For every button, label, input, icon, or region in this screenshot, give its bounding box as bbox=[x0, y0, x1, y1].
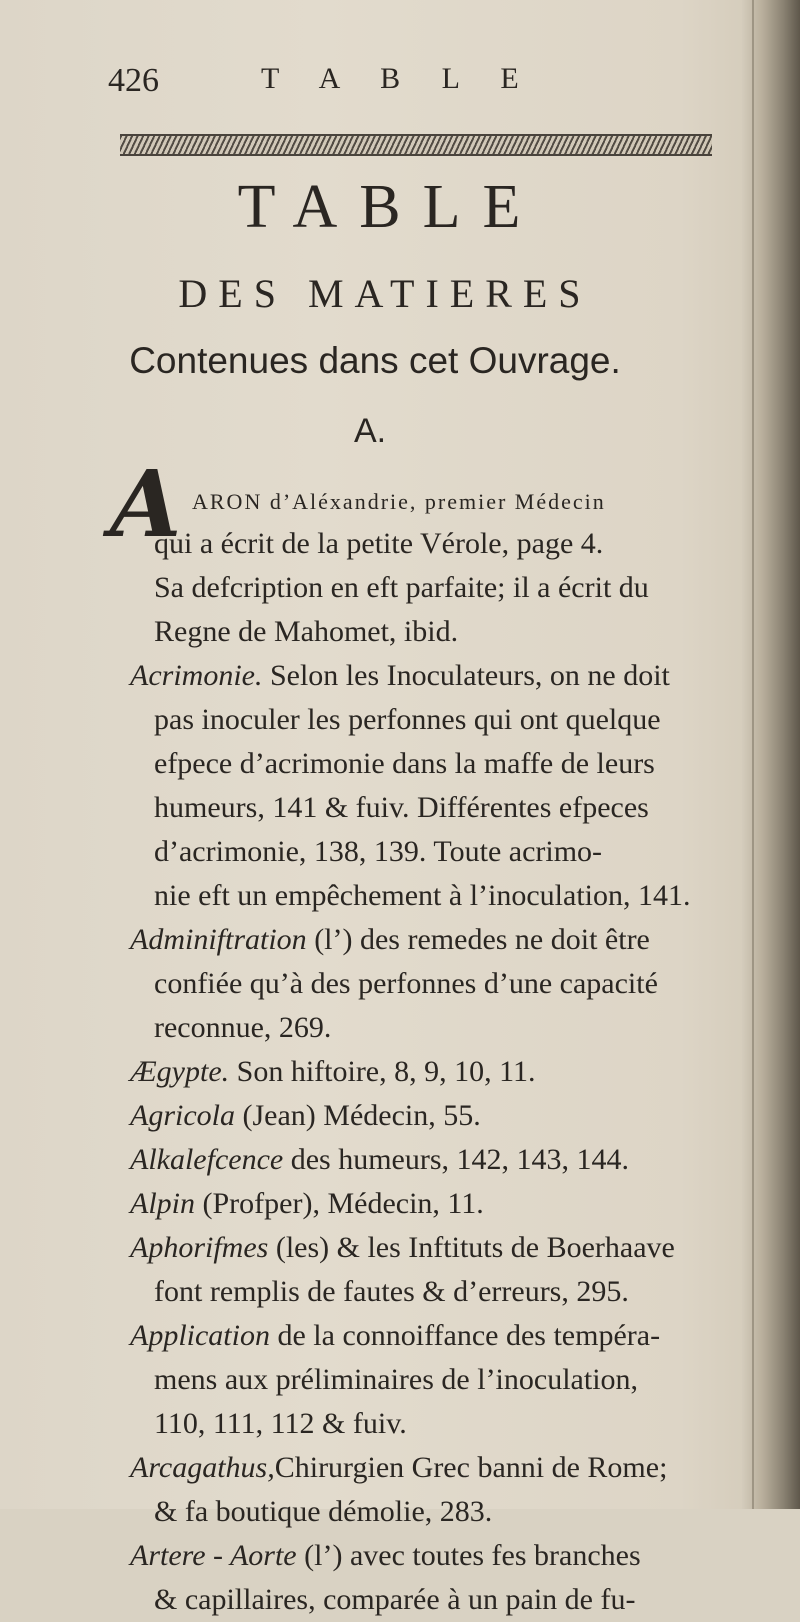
entry-line: mens aux préliminaires de l’inoculation, bbox=[154, 1363, 639, 1396]
entry-line bbox=[130, 1446, 770, 1490]
entry-line: font remplis de fautes & d’erreurs, 295. bbox=[154, 1275, 629, 1308]
contents-line: Contenues dans cet Ouvrage. bbox=[129, 340, 621, 381]
entry-headword: Application bbox=[130, 1319, 270, 1352]
running-title: T A B L E bbox=[261, 62, 536, 95]
entry-line: 110, 111, 112 & fuiv. bbox=[154, 1407, 407, 1440]
entry-headword: Agricola bbox=[130, 1099, 235, 1132]
entry-text: (les) & les Inftituts de Boerhaave bbox=[268, 1231, 675, 1264]
page-title: TABLE bbox=[237, 173, 543, 241]
entry-headword: Adminiftration bbox=[130, 923, 307, 956]
entry-line: humeurs, 141 & fuiv. Différentes efpeces bbox=[154, 791, 649, 824]
index-entry-aphorismes bbox=[130, 1226, 770, 1314]
entry-line bbox=[130, 918, 770, 962]
ornamental-rule bbox=[120, 134, 712, 156]
entry-text: (l’) des remedes ne doit être bbox=[306, 923, 650, 956]
index-entries bbox=[110, 450, 770, 1622]
entry-line bbox=[130, 1314, 770, 1358]
entry-text: Son hiftoire, 8, 9, 10, 11. bbox=[229, 1055, 536, 1088]
entry-line: efpece d’acrimonie dans la maffe de leurs bbox=[154, 747, 655, 780]
page-subtitle: DES MATIERES bbox=[178, 271, 592, 316]
entry-text: (l’) avec toutes fes branches bbox=[296, 1539, 641, 1572]
entry-line bbox=[130, 1138, 770, 1182]
entry-line bbox=[130, 654, 770, 698]
entry-text: ARON d’Aléxandrie, premier Médecin bbox=[192, 489, 606, 514]
entry-headword: Artere - Aorte bbox=[130, 1539, 297, 1572]
entry-headword: Ægypte. bbox=[130, 1055, 230, 1088]
entry-line: pas inoculer les perfonnes qui ont quelque bbox=[154, 703, 661, 736]
entry-headword: Alkalefcence bbox=[130, 1143, 284, 1176]
entry-text: (Profper), Médecin, 11. bbox=[195, 1187, 484, 1220]
entry-text: (Jean) Médecin, 55. bbox=[235, 1099, 481, 1132]
index-entry-aegypte bbox=[130, 1050, 770, 1094]
entry-line: qui a écrit de la petite Vérole, page 4. bbox=[154, 527, 604, 560]
entry-line bbox=[130, 1182, 770, 1226]
entry-line: Regne de Mahomet, ibid. bbox=[154, 615, 459, 648]
index-entry-administration bbox=[130, 918, 770, 1050]
index-entry-alkalescence bbox=[130, 1138, 770, 1182]
running-head bbox=[108, 62, 708, 102]
entry-line: & fa boutique démolie, 283. bbox=[154, 1495, 493, 1528]
entry-line: Sa defcription en eft parfaite; il a écrit du bbox=[154, 571, 649, 604]
entry-line: reconnue, 269. bbox=[154, 1011, 332, 1044]
entry-line bbox=[130, 1226, 770, 1270]
entry-headword: Aphorifmes bbox=[130, 1231, 269, 1264]
entry-line bbox=[130, 1094, 770, 1138]
index-entry-agricola bbox=[130, 1094, 770, 1138]
index-entry-alpin bbox=[130, 1182, 770, 1226]
entry-text: des humeurs, 142, 143, 144. bbox=[283, 1143, 630, 1176]
entry-headword: Arcagathus, bbox=[130, 1451, 275, 1484]
index-entry-arcagathus bbox=[130, 1446, 770, 1534]
index-entry-artere-aorte bbox=[130, 1534, 770, 1622]
section-letter: A. bbox=[353, 412, 387, 450]
entry-line: d’acrimonie, 138, 139. Toute acrimo- bbox=[154, 835, 603, 868]
entry-line: & capillaires, comparée à un pain de fu- bbox=[154, 1583, 636, 1616]
entry-line: nie eft un empêchement à l’inoculation, 141. bbox=[154, 879, 691, 912]
index-entry-acrimonie bbox=[130, 654, 770, 918]
entry-line bbox=[130, 1534, 770, 1578]
entry-line: confiée qu’à des perfonnes d’une capacité bbox=[154, 967, 658, 1000]
page-number: 426 bbox=[108, 62, 159, 99]
index-entry-aaron bbox=[110, 450, 770, 654]
entry-text: Selon les Inoculateurs, on ne doit bbox=[262, 659, 670, 692]
entry-headword: Alpin bbox=[130, 1187, 195, 1220]
drop-cap: A bbox=[110, 450, 182, 558]
entry-line bbox=[130, 1050, 770, 1094]
entry-text: de la connoiffance des tempéra- bbox=[269, 1319, 661, 1352]
index-entry-application bbox=[130, 1314, 770, 1446]
entry-text: Chirurgien Grec banni de Rome; bbox=[274, 1451, 668, 1484]
entry-headword: Acrimonie. bbox=[130, 659, 263, 692]
